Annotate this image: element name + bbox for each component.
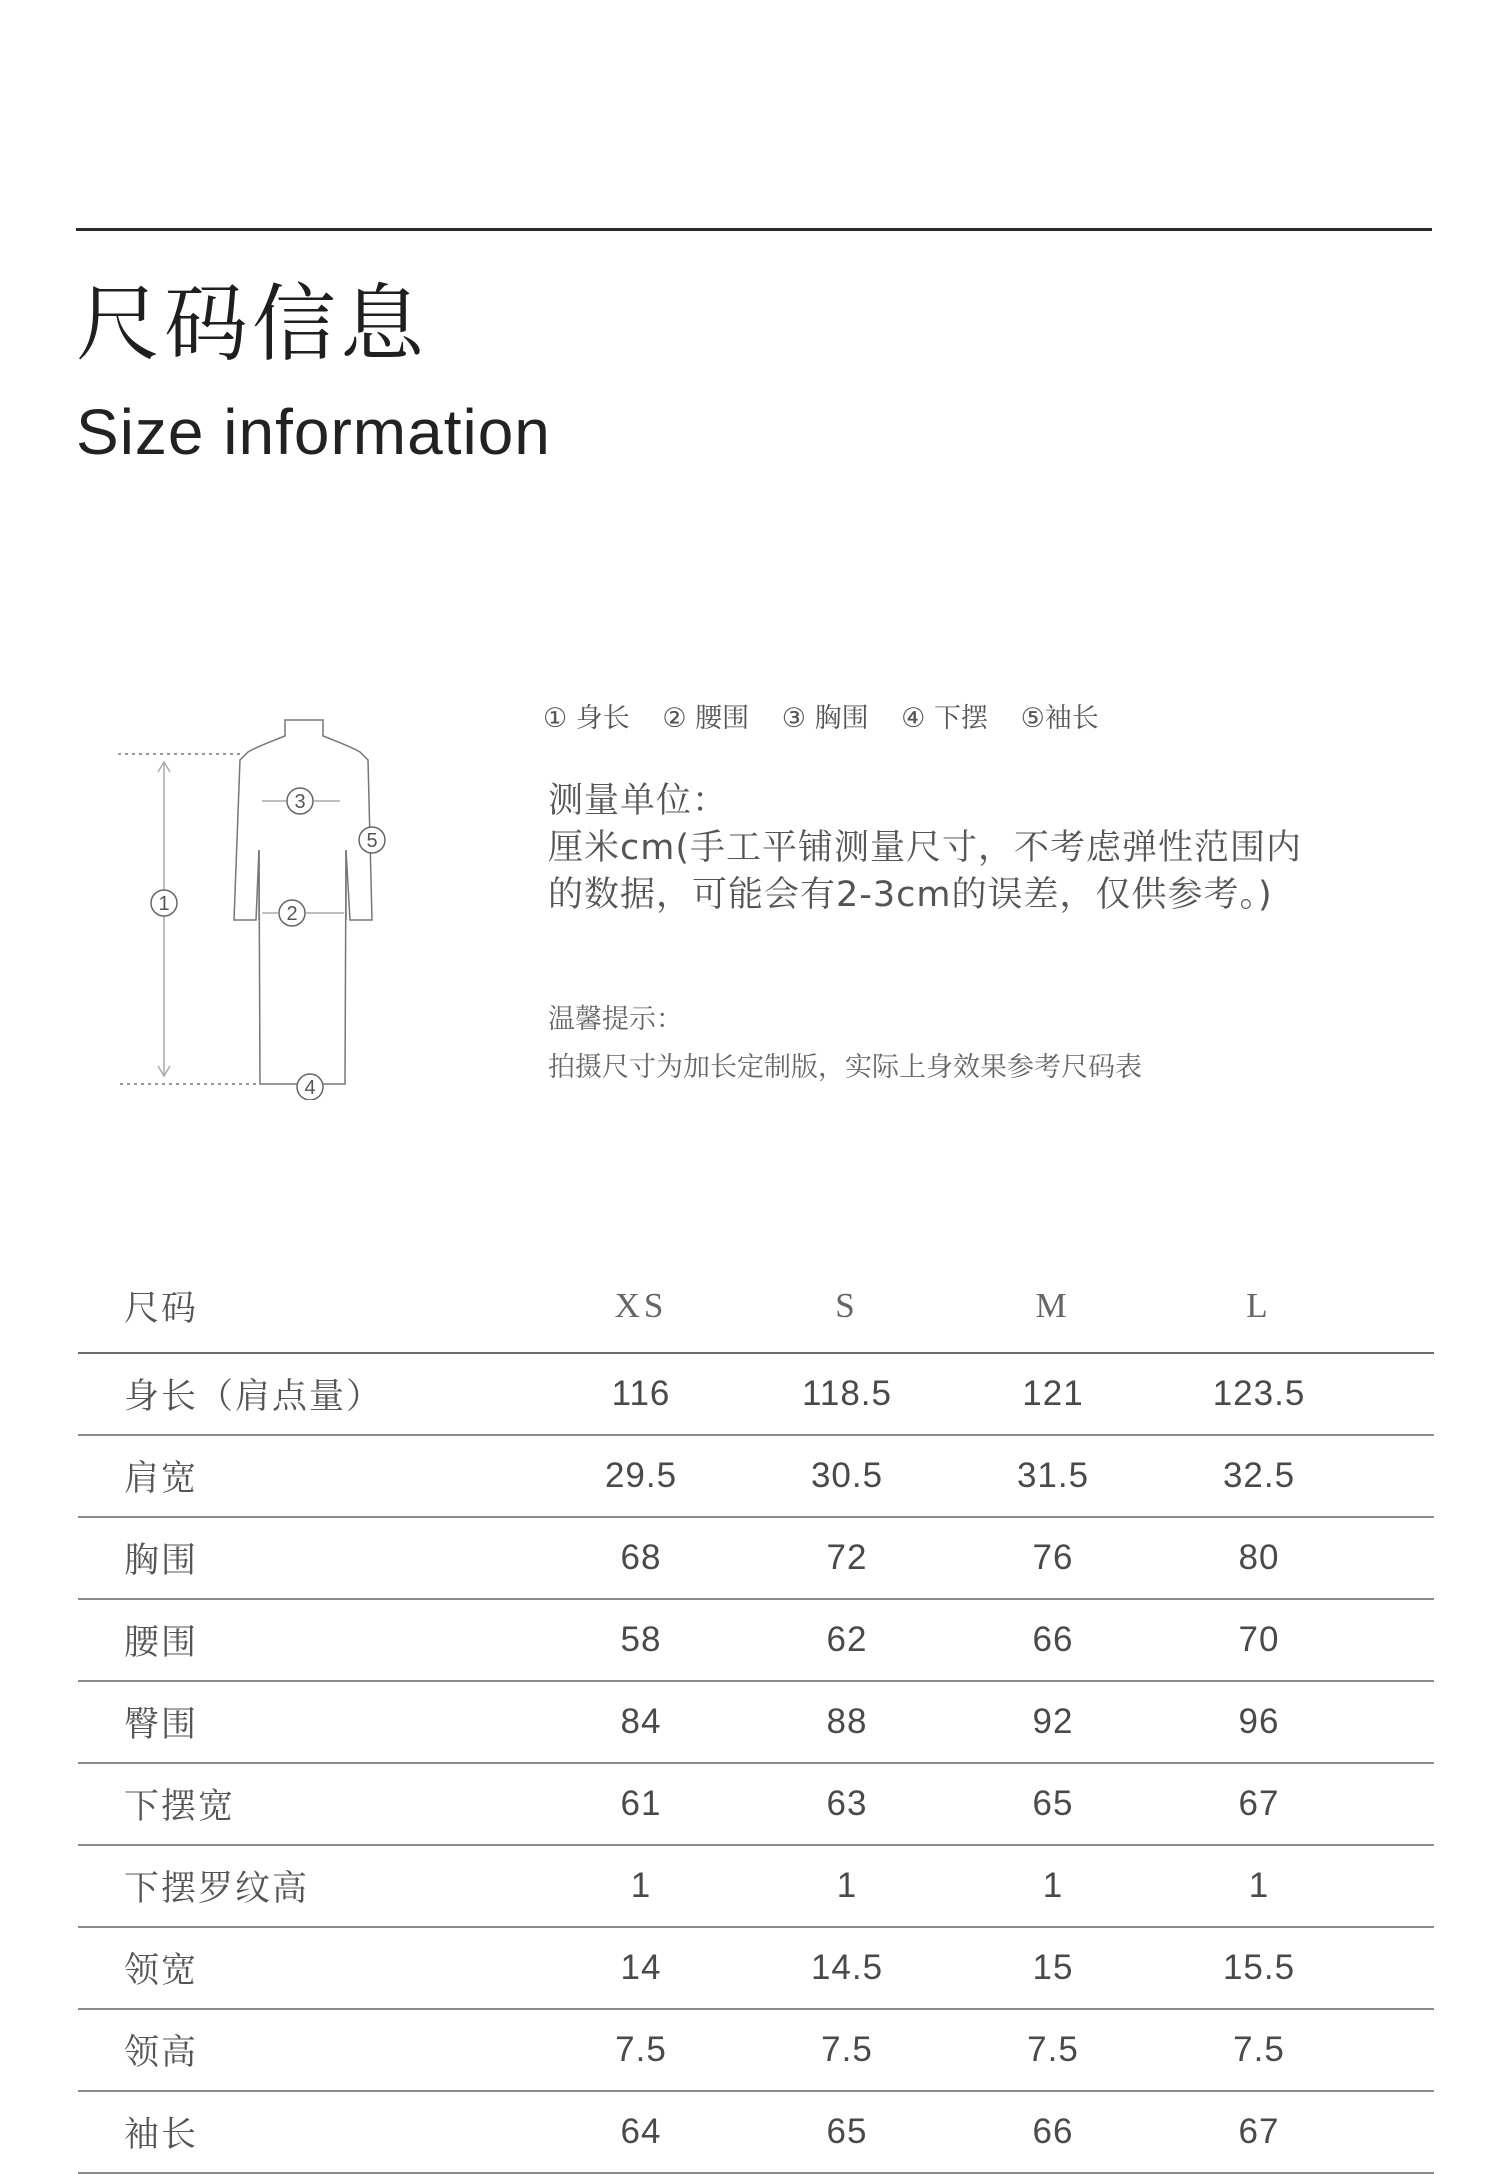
table-row bbox=[78, 1354, 1434, 1436]
tip-heading: 温馨提示： bbox=[548, 1004, 683, 1035]
measurement-heading: 测量单位： bbox=[548, 781, 729, 821]
row-label: 领宽 bbox=[124, 1951, 199, 1991]
table-cell: 68 bbox=[620, 1538, 662, 1577]
table-cell: 123.5 bbox=[1212, 1374, 1306, 1413]
table-cell: 63 bbox=[826, 1784, 868, 1823]
legend-item: ④ 下摆 bbox=[901, 703, 988, 734]
table-cell: 15 bbox=[1032, 1948, 1074, 1987]
svg-text:4: 4 bbox=[304, 1077, 316, 1099]
table-cell: 7.5 bbox=[1027, 2030, 1079, 2069]
table-cell: 72 bbox=[826, 1538, 868, 1577]
table-cell: 31.5 bbox=[1016, 1456, 1090, 1495]
row-label: 肩宽 bbox=[124, 1459, 199, 1499]
measurement-note bbox=[548, 778, 1302, 919]
table-row bbox=[78, 1600, 1434, 1682]
row-label: 臀围 bbox=[124, 1705, 199, 1745]
page-title-en: Size information bbox=[76, 396, 551, 468]
table-header-row bbox=[78, 1260, 1434, 1354]
table-cell: 64 bbox=[620, 2112, 662, 2151]
table-cell: 67 bbox=[1238, 1784, 1280, 1823]
table-cell: 14.5 bbox=[810, 1948, 884, 1987]
table-row bbox=[78, 2092, 1434, 2174]
table-cell: 62 bbox=[826, 1620, 868, 1659]
table-cell: 88 bbox=[826, 1702, 868, 1741]
table-cell: 66 bbox=[1032, 1620, 1074, 1659]
table-body bbox=[78, 1354, 1434, 2174]
row-label: 领高 bbox=[124, 2033, 199, 2073]
row-label: 身长（肩点量） bbox=[124, 1377, 384, 1417]
tip-note bbox=[548, 996, 1142, 1092]
row-label: 下摆罗纹高 bbox=[124, 1869, 310, 1909]
tip-text: 拍摄尺寸为加长定制版，实际上身效果参考尺码表 bbox=[548, 1052, 1142, 1083]
size-table bbox=[78, 1260, 1434, 2174]
measurement-line: 厘米cm(手工平铺测量尺寸，不考虑弹性范围内 bbox=[548, 828, 1302, 868]
table-cell: 32.5 bbox=[1222, 1456, 1296, 1495]
svg-text:2: 2 bbox=[286, 903, 298, 925]
table-cell: 14 bbox=[620, 1948, 662, 1987]
svg-text:5: 5 bbox=[366, 830, 378, 852]
table-cell: 65 bbox=[1032, 1784, 1074, 1823]
table-header-label: 尺码 bbox=[124, 1289, 199, 1329]
table-cell: 70 bbox=[1238, 1620, 1280, 1659]
top-divider bbox=[76, 228, 1432, 231]
table-cell: 96 bbox=[1238, 1702, 1280, 1741]
table-cell: 84 bbox=[620, 1702, 662, 1741]
table-row bbox=[78, 2010, 1434, 2092]
table-cell: 65 bbox=[826, 2112, 868, 2151]
table-row bbox=[78, 1518, 1434, 1600]
table-cell: 1 bbox=[1248, 1866, 1270, 1905]
table-cell: 76 bbox=[1032, 1538, 1074, 1577]
measurement-legend bbox=[543, 696, 1123, 735]
table-cell: 1 bbox=[630, 1866, 652, 1905]
table-cell: 7.5 bbox=[615, 2030, 667, 2069]
row-label: 袖长 bbox=[124, 2115, 199, 2155]
table-row bbox=[78, 1764, 1434, 1846]
size-header: XS bbox=[614, 1286, 668, 1325]
table-row bbox=[78, 1682, 1434, 1764]
table-cell: 1 bbox=[836, 1866, 858, 1905]
table-cell: 30.5 bbox=[810, 1456, 884, 1495]
table-cell: 29.5 bbox=[604, 1456, 678, 1495]
table-cell: 66 bbox=[1032, 2112, 1074, 2151]
table-row bbox=[78, 1846, 1434, 1928]
table-cell: 121 bbox=[1022, 1374, 1084, 1413]
table-cell: 7.5 bbox=[821, 2030, 873, 2069]
table-cell: 7.5 bbox=[1233, 2030, 1285, 2069]
table-cell: 1 bbox=[1042, 1866, 1064, 1905]
size-header: S bbox=[835, 1286, 859, 1325]
garment-diagram bbox=[110, 700, 430, 1100]
row-label: 腰围 bbox=[124, 1623, 199, 1663]
coat-outline-icon bbox=[234, 720, 372, 1084]
table-cell: 116 bbox=[611, 1374, 671, 1413]
page-title-cn: 尺码信息 bbox=[76, 275, 429, 373]
legend-item: ① 身长 bbox=[543, 703, 630, 734]
table-cell: 58 bbox=[620, 1620, 662, 1659]
legend-item: ③ 胸围 bbox=[781, 703, 869, 734]
size-header: M bbox=[1035, 1286, 1071, 1325]
measurement-line: 的数据，可能会有2-3cm的误差，仅供参考。) bbox=[548, 875, 1273, 915]
table-cell: 92 bbox=[1032, 1702, 1074, 1741]
row-label: 下摆宽 bbox=[124, 1787, 236, 1827]
row-label: 胸围 bbox=[124, 1541, 199, 1581]
table-cell: 118.5 bbox=[802, 1374, 892, 1413]
table-cell: 15.5 bbox=[1222, 1948, 1296, 1987]
svg-text:3: 3 bbox=[294, 791, 306, 813]
legend-item: ② 腰围 bbox=[662, 703, 750, 734]
size-header: L bbox=[1246, 1286, 1272, 1325]
table-cell: 61 bbox=[620, 1784, 662, 1823]
svg-text:1: 1 bbox=[158, 893, 170, 915]
table-cell: 80 bbox=[1238, 1538, 1280, 1577]
legend-item: ⑤袖长 bbox=[1020, 703, 1099, 734]
table-row bbox=[78, 1436, 1434, 1518]
table-cell: 67 bbox=[1238, 2112, 1280, 2151]
table-row bbox=[78, 1928, 1434, 2010]
